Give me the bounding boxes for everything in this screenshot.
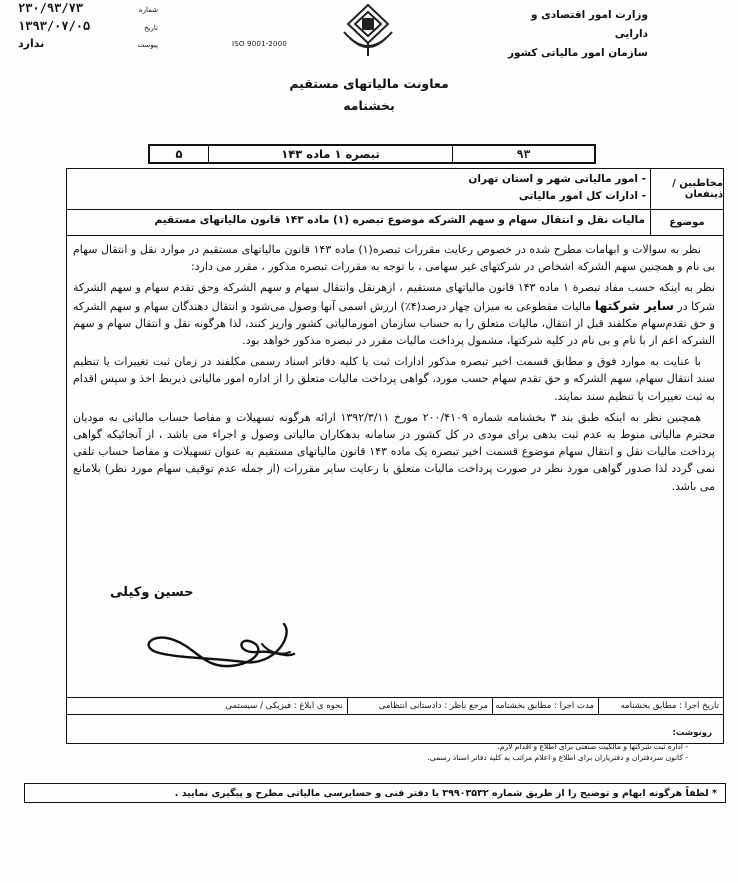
ministry-name: وزارت امور اقتصادی و دارایی xyxy=(530,9,648,40)
body-paragraph: با عنایت به موارد فوق و مطابق قسمت اخیر تبصره مذکور ادارات ثبت یا کلیه دفاتر اسناد رسمی مکلفند در زمان ثبت تغییرات یا تنظیم سند انتقال سهام، سهم الشرکه و حق تقدم سهام حسب مورد، گواهی پرداخت مالیات متعلق را از اداره امور مالیاتی ذیربط اخذ و سپس اقدام به ثبت تغییرات یا تنظیم سند نمایند. xyxy=(73,355,715,403)
document-type: بخشنامه xyxy=(343,98,395,113)
body-paragraph: همچنین نظر به اینکه طبق بند ۳ بخشنامه شماره ۲۰۰/۴۱۰۹ مورخ ۱۳۹۲/۳/۱۱ ارائه هرگونه تسهیلات و مفاصا حساب مالیاتی به مودیان محترم مالیاتی منوط به عدم ثبت بدهی برای مودی در کل کشور در سامانه بدهکاران مالیاتی وصول و اجراء می باشد ، از آنجائیکه گواهی پرداخت مالیات نقل و انتقال سهام موضوع قسمت اخیر تبصره یک ماده ۱۴۳ قانون مالیاتهای مستقیم به عنوان تسهیلات و مفاصا حساب تلقی نمی گردد لذا صدور گواهی مورد نظر در صورت پرداخت مالیات متعلق با رعایت سایر مقررات (از جمله عدم توقیف سهام مورد نظر) بلامانع می باشد. xyxy=(73,410,715,493)
organization-name: سازمان امور مالیاتی کشور xyxy=(507,47,648,59)
attachment-label: پیوست xyxy=(137,41,158,49)
copy-item: - کانون سردفتران و دفتریاران برای اطلاع و اعلام مراتب به کلیه دفاتر اسناد رسمی. xyxy=(427,753,688,762)
recipients-row xyxy=(67,169,723,210)
letter-attachment: ندارد xyxy=(18,37,45,50)
copy-item-text: کانون سردفتران و دفتریاران برای اطلاع و اعلام مراتب به کلیه دفاتر اسناد رسمی. xyxy=(427,753,683,762)
subject-text: مالیات نقل و انتقال سهام و سهم الشرکه موضوع تبصره (۱) ماده ۱۴۳ قانون مالیاتهای مستقیم xyxy=(154,214,645,226)
subject-row xyxy=(67,210,723,236)
recipient-item: - امور مالیاتی شهر و استان تهران xyxy=(468,173,646,185)
exec-duration: مدت اجرا : مطابق بخشنامه xyxy=(492,698,598,714)
copy-item-text: اداره ثبت شرکتها و مالکیت صنعتی برای اطلاع و اقدام لازم. xyxy=(497,742,683,751)
recipients-list xyxy=(468,171,650,205)
signer-name: حسین وکیلی xyxy=(110,585,194,600)
date-label: تاریخ xyxy=(144,24,158,32)
circular-page: ۵ xyxy=(175,147,183,161)
body-paragraph: نظر به سوالات و ابهامات مطرح شده در خصوص رعایت مقررات تبصره(۱) ماده ۱۴۳ قانون مالیاتهای مستقیم در موارد نقل و انتقال سهام بی نام و همچنین سهم الشرکه اشخاص در شرکتهای غیر سهامی ، با توجه به مقررات تبصره مذکور ، مقرر می دارد: xyxy=(73,243,715,274)
signature-icon xyxy=(134,596,320,696)
execution-info-row xyxy=(66,697,724,715)
letter-meta xyxy=(18,0,158,53)
body-emphasis: سایر شرکتها xyxy=(594,297,674,313)
circular-reference: تبصره ۱ ماده ۱۴۳ xyxy=(208,146,452,162)
number-label: شماره xyxy=(138,6,158,14)
recipient-item: - ادارات کل امور مالیاتی xyxy=(518,190,646,202)
supervisor: مرجع ناظر : دادستانی انتظامی xyxy=(347,698,492,714)
copies-section xyxy=(72,728,712,763)
letter-date: ۱۳۹۳/۰۷/۰۵ xyxy=(18,19,91,33)
exec-date: تاریخ اجرا : مطابق بخشنامه xyxy=(598,698,723,714)
emblem-logo-icon xyxy=(330,2,406,60)
iso-label: ISO 9001-2000 xyxy=(232,40,287,48)
circular-number: ۹۳ xyxy=(452,146,594,162)
body-text: نظر به اینکه حسب مفاد تبصرة ۱ ماده ۱۴۳ قانون مالیاتهای مستقیم ، ازهرنقل وانتقال سهام و سهم الشرکه وحق تقدم سهام و سهم الشرکة شرکا در xyxy=(73,281,715,313)
body-paragraph xyxy=(73,279,715,349)
subject-label: موضوع xyxy=(650,210,723,235)
body-text: مالیات مقطوعی به میزان چهار درصد(۴٪) ارزش اسمی آنها وصول می‌شود و انتقال دهندگان سهام و سهم الشرکه و حق تقدم‌سهام مکلفند قبل از انتقال، مالیات متعلق را به حساب سازمان امورمالیاتی کشور واریز کنند، لذا هرگونه نقل و انتقال سهام و سهم الشرکه اعم از با نام و بی نام در کلیه شرکتها، مشمول پرداخت مالیات مقرر در تبصره مذکور خواهد بود. xyxy=(73,299,715,348)
notification-method: نحوه ی ابلاغ : فیزیکی / سیستمی xyxy=(225,701,343,711)
contact-note: * لطفاً هرگونه ابهام و توضیح را از طریق شماره ۳۹۹۰۳۵۳۲ با دفتر فنی و حسابرسی مالیاتی مطرح و پیگیری نمایید . xyxy=(24,783,726,803)
circular-body xyxy=(73,241,715,499)
copies-title: رونوشت: xyxy=(672,728,712,738)
letter-number: ۲۳۰/۹۳/۷۳ xyxy=(18,1,84,15)
circular-number-box xyxy=(148,144,596,164)
deputy-title: معاونت مالیاتهای مستقیم xyxy=(289,76,449,91)
recipients-label: مخاطبین / ذینفعان xyxy=(650,169,723,209)
copy-item: - اداره ثبت شرکتها و مالکیت صنعتی برای اطلاع و اقدام لازم. xyxy=(497,742,688,751)
ministry-header xyxy=(498,6,648,63)
